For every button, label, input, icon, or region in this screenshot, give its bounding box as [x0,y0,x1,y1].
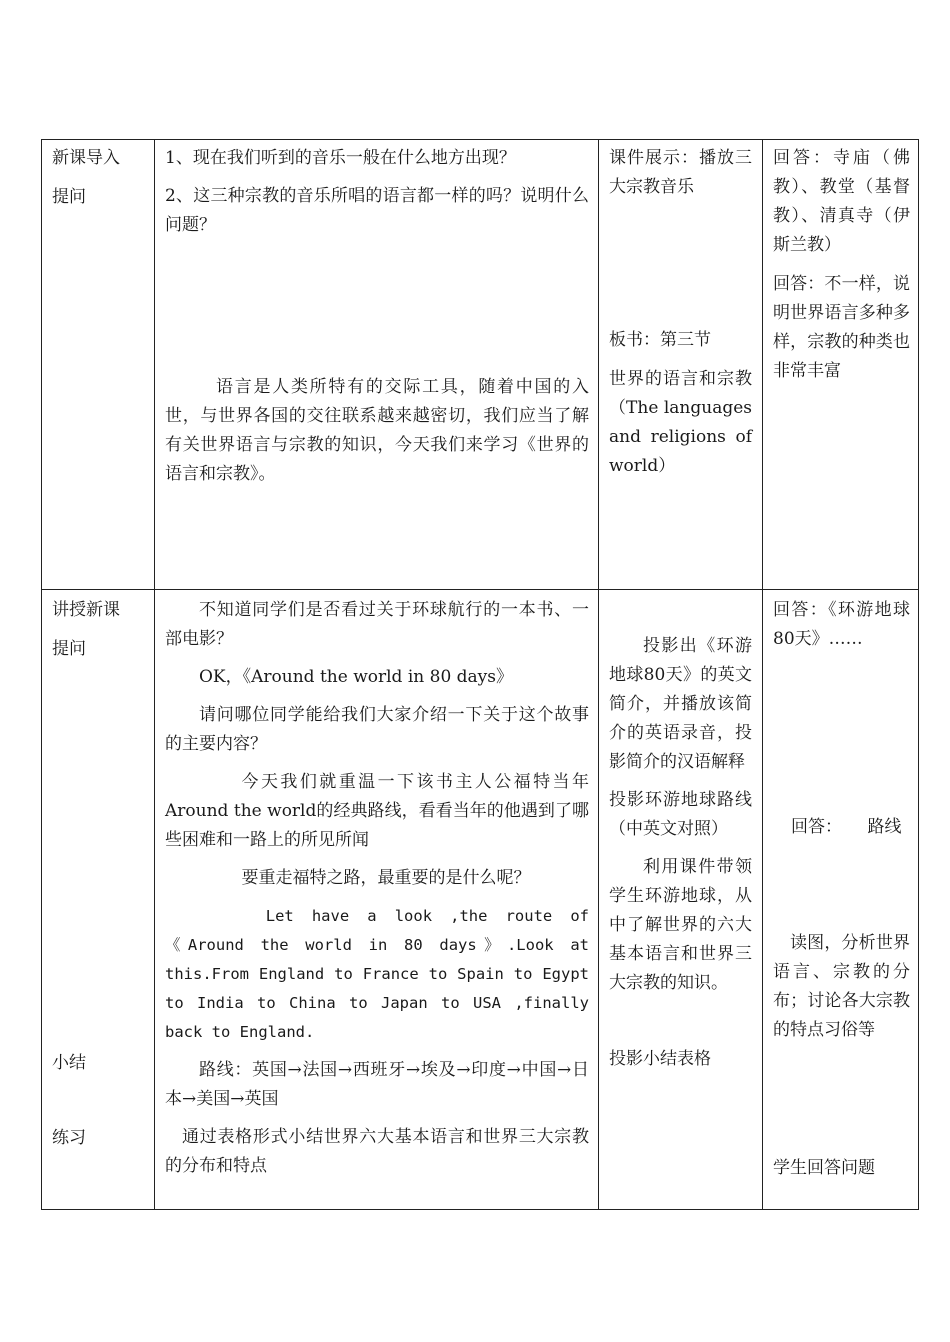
row1-stage-cell [52,144,152,212]
english-route-text: Let have a look ,the route of《Around the world in 80 days》.Look at this.From England to France to Spain to Egypt to India to China to Japan to USA ,finally back to England. [165,907,589,1041]
courseware-show: 课件展示：播放三大宗教音乐 [609,148,752,197]
column-divider [598,139,599,1210]
student-answer: 学生回答问题 [773,1158,875,1178]
row1-media-cell [609,144,752,481]
answer-route: 回答： 路线 [791,817,902,837]
row2-media-cell [609,632,752,1074]
stage-practice: 练习 [52,1128,86,1148]
key-question: 要重走福特之路，最重要的是什么呢？ [241,868,531,888]
map-activity: 读图，分析世界语言、宗教的分布；讨论各大宗教的特点习俗等 [773,933,910,1040]
row2-teacher-cell [165,596,589,1181]
answer-2: 回答：不一样，说明世界语言多种多样，宗教的种类也非常丰富 [773,274,910,381]
projection-summary: 投影小结表格 [609,1049,711,1069]
stage-label: 新课导入 [52,148,120,168]
projection-route: 投影环游地球路线（中英文对照） [609,790,752,839]
column-divider [154,139,155,1210]
row1-teacher-cell [165,144,589,489]
stage-label: 提问 [52,639,86,659]
row2-stage-cell [52,596,152,1196]
stage-label: 提问 [52,187,86,207]
route-list: 路线：英国→法国→西班牙→埃及→印度→中国→日本→美国→英国 [165,1060,589,1109]
intro-question: 不知道同学们是否看过关于环球航行的一本书、一部电影？ [165,600,589,649]
stage-label: 讲授新课 [52,600,120,620]
summary-task: 通过表格形式小结世界六大基本语言和世界三大宗教的分布和特点 [165,1127,589,1176]
row1-student-cell [773,144,910,386]
question-2: 2、这三种宗教的音乐所唱的语言都一样的吗？说明什么问题？ [165,186,589,235]
board-heading: 板书：第三节 [609,330,711,350]
lesson-intro: 语言是人类所特有的交际工具，随着中国的入世，与世界各国的交往联系越来越密切，我们应当了解有关世界语言与宗教的知识，今天我们来学习《世界的语言和宗教》。 [165,377,589,484]
courseware-tour: 利用课件带领学生环游地球，从中了解世界的六大基本语言和世界三大宗教的知识。 [609,857,752,993]
row-divider [41,589,919,590]
stage-summary: 小结 [52,1053,86,1073]
answer-book: 回答：《环游地球80天》…… [773,600,910,649]
column-divider [762,139,763,1210]
book-title-line: OK，《Around the world in 80 days》 [199,667,514,687]
answer-1: 回答：寺庙（佛教）、教堂（基督教）、清真寺（伊斯兰教） [773,148,910,255]
row2-student-cell [773,596,910,1196]
board-title: 世界的语言和宗教（The languages and religions of world） [609,369,752,476]
question-1: 1、现在我们听到的音乐一般在什么地方出现？ [165,148,516,168]
projection-intro: 投影出《环游地球80天》的英文简介，并播放该简介的英语录音，投影简介的汉语解释 [609,636,752,772]
story-question: 请问哪位同学能给我们大家介绍一下关于这个故事的主要内容？ [165,705,589,754]
route-intro: 今天我们就重温一下该书主人公福特当年Around the world的经典路线，看看当年的他遇到了哪些困难和一路上的所见所闻 [165,772,589,850]
